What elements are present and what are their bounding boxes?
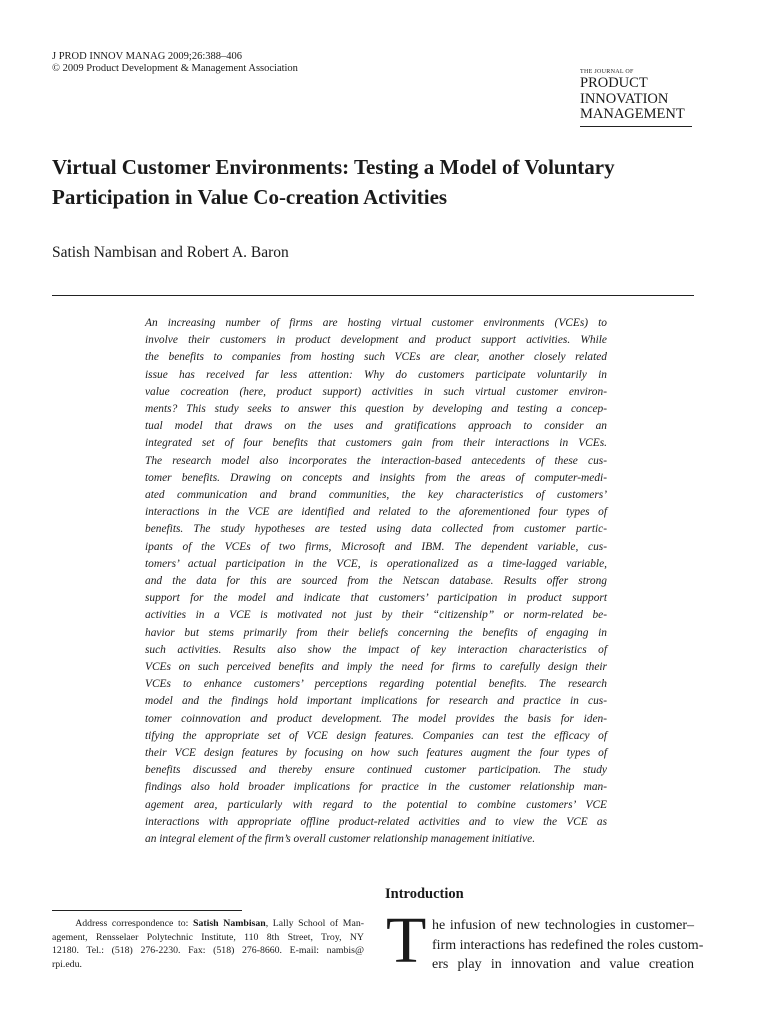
abstract-line: The research model also incorporates the interaction-based antecedents of these cus- <box>145 454 607 467</box>
abstract-line: benefits discussed and thereby ensure continued customer participation. The study <box>145 764 607 777</box>
correspondence-footnote <box>52 917 364 971</box>
body-text <box>432 916 704 975</box>
abstract-line: tomer coinnovation and product development. The model provides the basis for iden- <box>145 712 607 725</box>
abstract-line: issue has received far less attention: Why do customers participate voluntarily in <box>145 368 607 381</box>
abstract-line: tomer benefits. Drawing on concepts and insights from the areas of computer-medi- <box>145 471 607 484</box>
logo-line-1: PRODUCT <box>580 75 648 91</box>
body-line-2: firm interactions has redefined the roles custom- <box>432 937 704 953</box>
abstract-line: An increasing number of firms are hosting virtual customer environments (VCEs) to <box>145 317 607 329</box>
correspondence-author: Satish Nambisan <box>193 918 266 929</box>
running-header <box>52 51 298 75</box>
title-divider <box>52 295 694 296</box>
abstract-line: such activities. Results also show the impact of key interaction characteristics of <box>145 643 607 656</box>
drop-cap: T <box>386 904 427 977</box>
logo-small-text: THE JOURNAL OF <box>580 69 634 75</box>
abstract-line: tomers’ actual participation in the VCE, is operationalized as a time-lagged variable, <box>145 557 607 570</box>
title-line-1: Virtual Customer Environments: Testing a Model of Voluntary <box>52 155 615 179</box>
article-title <box>52 152 702 212</box>
footnote-line-2: agement, Rensselaer Polytechnic Institute, 110 8th Street, Troy, NY <box>52 931 364 943</box>
body-line-1: he infusion of new technologies in customer– <box>432 918 694 933</box>
abstract-line: interactions with appropriate offline product-related activities and to view the VCE as <box>145 815 607 828</box>
section-heading-introduction: Introduction <box>385 886 464 902</box>
logo-line-3: MANAGEMENT <box>580 106 685 122</box>
abstract-line: havior but stems primarily from their beliefs concerning the benefits of engaging in <box>145 626 607 639</box>
logo-rule <box>580 126 692 127</box>
abstract-line: and the data for this are sourced from the Netscan database. Results offer strong <box>145 575 607 588</box>
abstract-line: an integral element of the firm’s overall customer relationship management initiative. <box>145 833 536 846</box>
abstract-line: integrated set of four benefits that customers gain from their interactions in VCEs. <box>145 437 607 450</box>
logo-line-2: INNOVATION <box>580 90 669 107</box>
footnote-line-1: Address correspondence to: Satish Nambisan, Lally School of Man- <box>75 918 364 929</box>
abstract-line: activities in a VCE is motivated not just by their “citizenship” or norm-related be- <box>145 609 607 622</box>
abstract-line: involve their customers in product development and product support activities. While <box>145 334 607 347</box>
abstract-line: tifying the appropriate set of VCE design features. Companies can test the efficacy of <box>145 729 607 742</box>
abstract-line: ated communication and brand communities, the key characteristics of customers’ <box>145 489 607 502</box>
title-line-2: Participation in Value Co-creation Activities <box>52 185 448 209</box>
abstract-line: interactions in the VCE are identified and related to the aforementioned four types of <box>145 506 607 519</box>
footnote-line-3: 12180. Tel.: (518) 276-2230. Fax: (518) 276-8660. E-mail: nambis@ <box>52 945 364 956</box>
journal-citation: J PROD INNOV MANAG 2009;26:388–406 <box>52 51 242 62</box>
abstract-line: VCEs to enhance customers’ perceptions regarding potential benefits. The research <box>145 678 607 691</box>
journal-logo <box>580 68 692 127</box>
abstract-line: tual model that draws on the uses and gratifications approach to consider an <box>145 420 607 433</box>
abstract-line: ipants of the VCEs of two firms, Microsoft and IBM. The dependent variable, cus- <box>145 540 607 553</box>
body-line-3: ers play in innovation and value creation <box>432 957 694 972</box>
abstract-line: the benefits to companies from hosting such VCEs are clear, another closely related <box>145 351 607 364</box>
author-list: Satish Nambisan and Robert A. Baron <box>52 244 289 261</box>
abstract-line: their VCE design features by focusing on how such features augment the four types of <box>145 747 607 760</box>
abstract-line: VCEs on such perceived benefits and imply the need for firms to carefully design their <box>145 661 607 674</box>
abstract-line: value cocreation (here, product support) activities in such virtual customer environ- <box>145 385 607 398</box>
abstract-line: benefits. The study hypotheses are tested using data collected from customer partic- <box>145 523 607 536</box>
copyright-line: © 2009 Product Development & Management Association <box>52 63 298 74</box>
footnote-line-4: rpi.edu. <box>52 958 82 970</box>
abstract-line: support for the model and indicate that customers’ participation in product support <box>145 592 607 605</box>
abstract-line: ments? This study seeks to answer this question by developing and testing a concep- <box>145 403 607 416</box>
footnote-divider <box>52 910 242 911</box>
abstract-line: model and the findings hold important implications for research and practice in cus- <box>145 695 607 708</box>
abstract-line: agement area, particularly with regard to the potential to combine customers’ VCE <box>145 798 607 811</box>
abstract-line: findings also hold broader implications for practice in the customer relationship man- <box>145 781 607 794</box>
abstract <box>145 315 607 848</box>
